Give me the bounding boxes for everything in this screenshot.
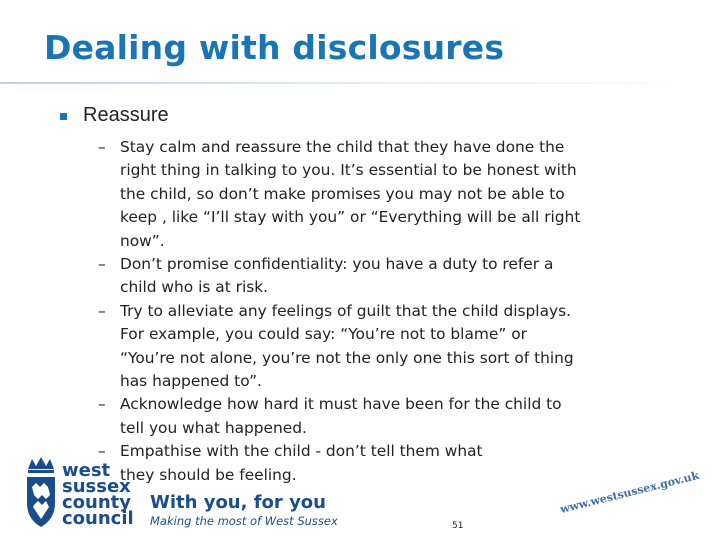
sub-bullet-line: Acknowledge how hard it must have been for the child to [120,395,562,414]
sub-bullet-line: keep , like “I’ll stay with you” or “Everything will be all right [120,208,581,227]
logo-line: council [62,508,134,529]
main-bullet-label: Reassure [83,104,169,126]
sub-bullet-line: For example, you could say: “You’re not to blame” or [120,325,527,344]
sub-bullet [98,393,678,440]
tagline [150,492,338,528]
square-bullet-icon [60,113,67,120]
logo-line: west [62,460,111,481]
sub-bullet [98,300,678,394]
sub-bullet-line: Don’t promise confidentiality: you have a duty to refer a [120,255,554,274]
sub-bullet-line: tell you what happened. [120,418,307,437]
sub-bullet-line: they should be feeling. [120,465,297,484]
slide-title: Dealing with disclosures [44,28,505,67]
dash-marker: – [98,255,106,274]
sub-bullet [98,136,678,253]
tagline-sub: Making the most of West Sussex [150,514,338,528]
main-bullet [60,104,169,127]
dash-marker: – [98,301,106,320]
council-logo [18,455,136,533]
sub-bullet-line: right thing in talking to you. It’s essential to be honest with [120,161,577,180]
sub-bullet [98,440,678,487]
sub-bullet-line: Empathise with the child - don’t tell them what [120,442,483,461]
dash-marker: – [98,138,106,156]
sub-bullet-line: “You’re not alone, you’re not the only one this sort of thing [120,348,574,367]
title-divider [0,82,720,84]
page-number: 51 [452,521,464,531]
sub-bullet-line: child who is at risk. [120,278,269,297]
sub-bullet-line: now”. [120,231,165,250]
sub-bullet-line: Try to alleviate any feelings of guilt that the child displays. [120,301,572,320]
dash-marker: – [98,395,106,414]
tagline-main: With you, for you [150,492,326,513]
website-url: www.westsussex.gov.uk [558,468,701,516]
sub-bullet-line: the child, so don’t make promises you may not be able to [120,184,565,203]
sub-bullet-line: has happened to”. [120,372,262,391]
sub-bullet [98,253,678,300]
sub-bullet-line: Stay calm and reassure the child that they have done the [120,138,565,156]
logo-line: county [62,492,132,513]
sub-bullet-list [98,136,678,487]
dash-marker: – [98,442,106,461]
logo-line: sussex [62,476,131,497]
